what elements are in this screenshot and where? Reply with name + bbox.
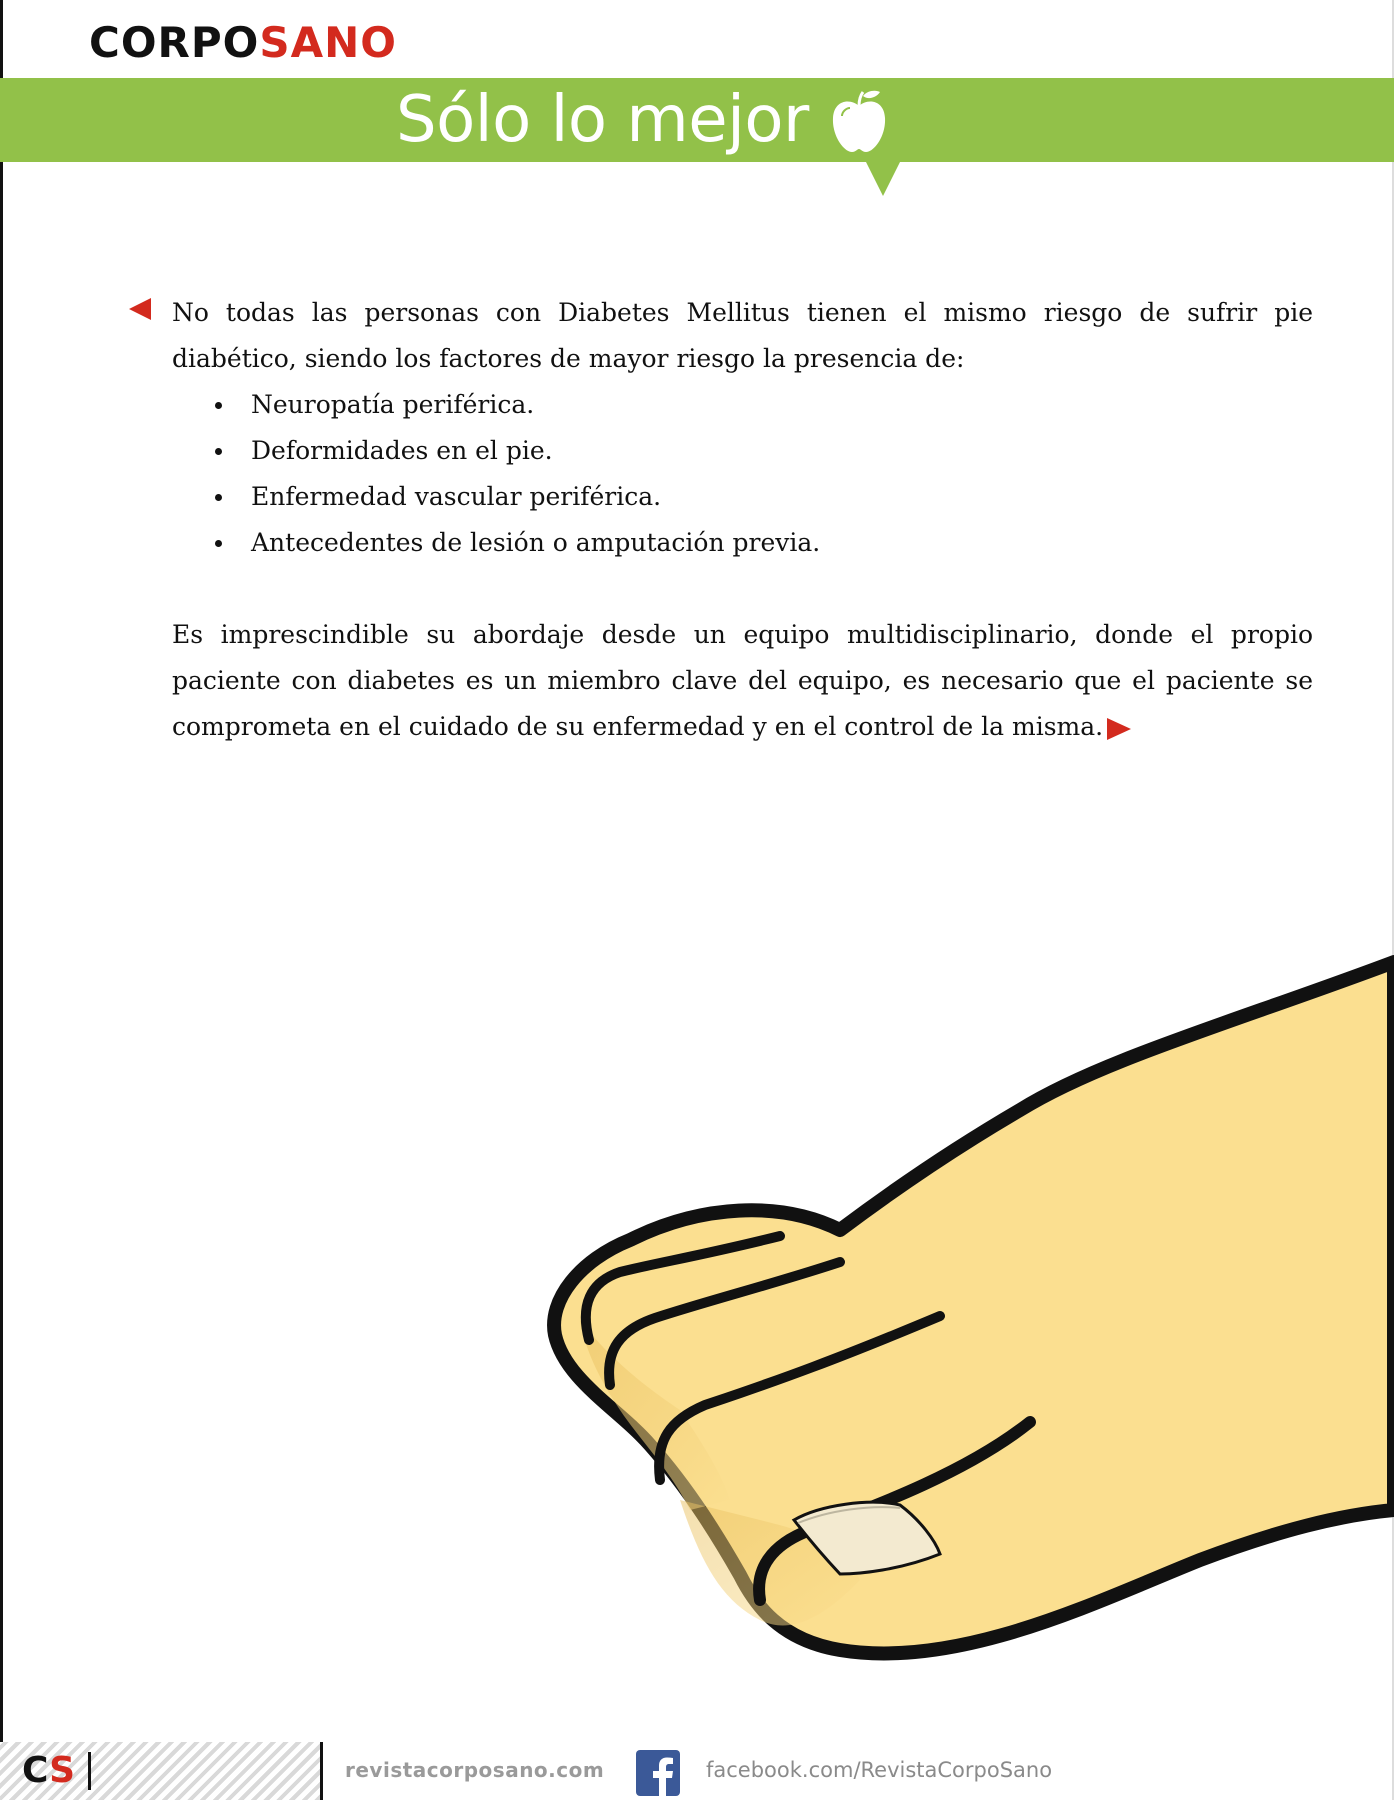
corposano-logo [89,18,397,68]
section-banner [0,78,1394,162]
website-link[interactable]: revistacorposano.com [345,1758,605,1782]
logo-part-sano: SANO [259,18,397,67]
risk-factor-list [172,382,1313,566]
closing-paragraph-text: Es imprescindible su abordaje desde un equipo multidisciplinario, donde el propio paciente con diabetes es un miembro clave del equipo, es necesario que el paciente se comprometa en el cuidado de su enfermedad y en el control de la misma. [172,620,1313,741]
list-item: Deformidades en el pie. [172,428,1313,474]
list-item: Antecedentes de lesión o amputación previa. [172,520,1313,566]
banner-pointer [866,162,900,196]
cs-logo-c: C [22,1750,50,1791]
facebook-link[interactable]: facebook.com/RevistaCorpoSano [706,1758,1053,1782]
cs-logo [22,1751,75,1791]
article-body [172,290,1313,750]
footer-divider [320,1742,323,1800]
banner-title: Sólo lo mejor [396,83,809,157]
closing-paragraph [172,612,1313,750]
logo-part-corpo: CORPO [89,18,260,67]
facebook-icon[interactable] [636,1750,680,1796]
list-item: Neuropatía periférica. [172,382,1313,428]
intro-paragraph: No todas las personas con Diabetes Mellitus tienen el mismo riesgo de sufrir pie diabético, siendo los factores de mayor riesgo la presencia de: [172,298,1313,373]
cs-logo-s: S [49,1750,76,1791]
page-footer [0,1742,1394,1800]
apple-icon [830,86,888,156]
list-item: Enfermedad vascular periférica. [172,474,1313,520]
left-border [0,0,3,1800]
paragraph-end-arrow-icon [1107,718,1131,740]
footer-divider [88,1752,91,1790]
paragraph-start-marker-icon [129,298,151,320]
foot-illustration [540,940,1394,1700]
